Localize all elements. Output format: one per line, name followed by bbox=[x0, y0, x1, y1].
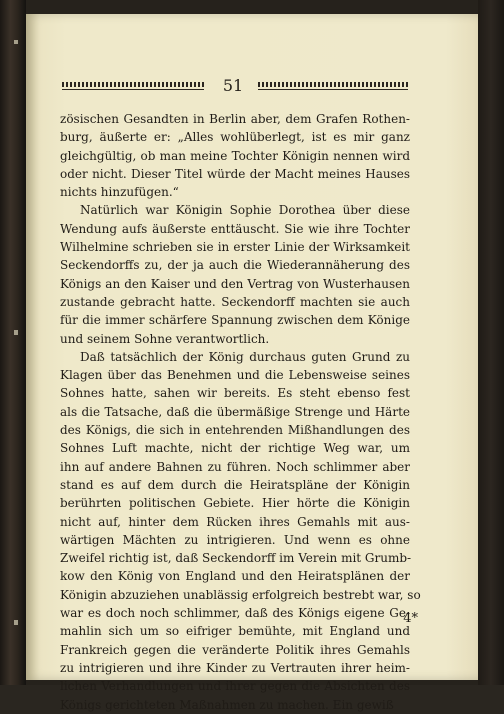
text-line: nicht auf, hinter dem Rücken ihres Gemahls mit aus- bbox=[60, 514, 410, 529]
text-line: Wendung aufs äußerste enttäuscht. Sie wie ihre Tochter bbox=[60, 221, 410, 236]
text-line: Zweifel richtig ist, daß Seckendorff im Verein mit Grumb- bbox=[60, 551, 412, 566]
text-line: stand es auf dem durch die Heiratspläne der Königin bbox=[60, 477, 410, 492]
running-header bbox=[62, 76, 408, 96]
text-line: für die immer schärfere Spannung zwischen dem Könige bbox=[60, 313, 410, 328]
text-line: Daß tatsächlich der König durchaus guten Grund zu bbox=[80, 349, 410, 364]
text-line: als die Tatsache, daß die übermäßige Strenge und Härte bbox=[60, 404, 410, 419]
text-line: burg, äußerte er: „Alles wohlüberlegt, ist es mir ganz bbox=[60, 130, 410, 145]
header-ornament-right bbox=[258, 82, 408, 90]
text-line: Königin abzuziehen unablässig erfolgreich bestrebt war, so bbox=[60, 587, 421, 602]
text-line: Königs gerichteten Maßnahmen zu machen. Ein gewiß bbox=[60, 697, 394, 712]
text-line: war es doch noch schlimmer, daß des Königs eigene Ge- bbox=[60, 606, 410, 621]
text-line: Königs an den Kaiser und den Vertrag von Wusterhausen bbox=[60, 276, 410, 291]
text-line: nichts hinzufügen.“ bbox=[60, 185, 179, 200]
text-line: Sohnes hatte, sahen wir bereits. Es steht ebenso fest bbox=[60, 386, 410, 401]
text-line: wärtigen Mächten zu intrigieren. Und wenn es ohne bbox=[60, 532, 410, 547]
text-line: und seinem Sohne verantwortlich. bbox=[60, 331, 270, 346]
text-line: des Königs, die sich in entehrenden Mißhandlungen des bbox=[60, 423, 410, 438]
text-line: ihn auf andere Bahnen zu führen. Noch schlimmer aber bbox=[60, 459, 410, 474]
header-ornament-left bbox=[62, 82, 204, 90]
book-spine bbox=[0, 0, 26, 685]
spine-mark bbox=[14, 620, 18, 625]
text-line: Klagen über das Benehmen und die Lebensweise seines bbox=[60, 368, 410, 383]
signature-mark: 4* bbox=[403, 611, 418, 626]
body-text bbox=[60, 110, 421, 714]
text-line: zösischen Gesandten in Berlin aber, dem Grafen Rothen- bbox=[60, 112, 410, 126]
text-line: kow den König von England und den Heiratsplänen der bbox=[60, 569, 410, 584]
text-line: Wilhelmine schrieben sie in erster Linie der Wirksamkeit bbox=[60, 240, 410, 255]
text-line: zustande gebracht hatte. Seckendorff machten sie auch bbox=[60, 294, 410, 309]
book-page bbox=[26, 14, 478, 712]
spine-mark bbox=[14, 330, 18, 335]
text-line: oder nicht. Dieser Titel würde der Macht meines Hauses bbox=[60, 166, 410, 181]
page-edge-shadow bbox=[478, 0, 504, 685]
spine-mark bbox=[14, 40, 18, 44]
text-line: Frankreich gegen die veränderte Politik ihres Gemahls bbox=[60, 642, 410, 657]
text-line: Sohnes Luft machte, nicht der richtige Weg war, um bbox=[60, 441, 410, 456]
text-line: Natürlich war Königin Sophie Dorothea über diese bbox=[80, 203, 410, 218]
text-line: lichen Verhandlungen und ihrer gegen die Absichten des bbox=[60, 679, 410, 694]
page-number: 51 bbox=[222, 76, 244, 95]
text-line: zu intrigieren und ihre Kinder zu Vertrauten ihrer heim- bbox=[60, 660, 410, 675]
text-line: berührten politischen Gebiete. Hier hörte die Königin bbox=[60, 496, 410, 511]
text-line: gleichgültig, ob man meine Tochter Königin nennen wird bbox=[60, 148, 410, 163]
text-line: Seckendorffs zu, der ja auch die Wiederannäherung des bbox=[60, 258, 410, 273]
text-line: mahlin sich um so eifriger bemühte, mit England und bbox=[60, 624, 410, 639]
